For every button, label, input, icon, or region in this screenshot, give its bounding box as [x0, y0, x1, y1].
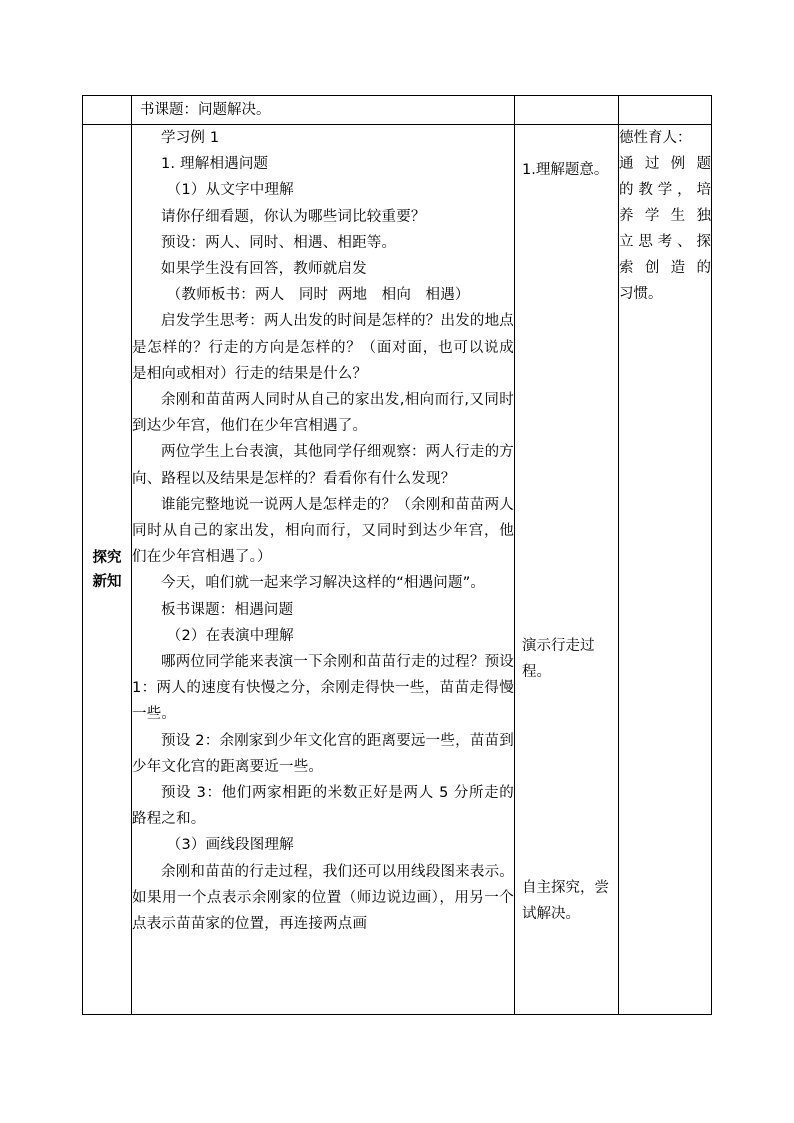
paragraph: 余刚和苗苗的行走过程，我们还可以用线段图来表示。如果用一个点表示余刚家的位置（师边说边画），用另一个点表示苗苗家的位置，再连接两点画: [132, 863, 514, 933]
stage-label-line: 新知: [92, 573, 122, 590]
paragraph: 请你仔细看题，你认为哪些词比较重要？: [161, 208, 426, 225]
activity-cell-empty: [515, 96, 619, 125]
paragraph: （2）在表演中理解: [166, 627, 294, 644]
moral-line: 习惯。: [619, 286, 663, 302]
paragraph: 谁能完整地说一说两人是怎样走的？（余刚和苗苗两人同时从自己的家出发，相向而行，又同时到达少年宫，他们在少年宫相遇了。）: [132, 496, 514, 566]
paragraph: 预设：两人、同时、相遇、相距等。: [161, 234, 397, 251]
content-line: 书课题：问题解决。: [140, 102, 271, 118]
table-row: [83, 96, 712, 125]
paragraph: 1. 理解相遇问题: [161, 156, 269, 173]
content-cell: [132, 96, 515, 125]
paragraph: 预设 2：余刚家到少年文化宫的距离要远一些，苗苗到少年文化宫的距离要近一些。: [132, 732, 514, 775]
paragraph: 哪两位同学能来表演一下余刚和苗苗行走的过程？预设 1：两人的速度有快慢之分，余刚走得快一些，苗苗走得慢一些。: [132, 654, 514, 723]
student-activity-cell: [515, 125, 619, 1015]
moral-line: 的教学，培: [619, 182, 711, 198]
stage-label-line: 探究: [92, 549, 122, 566]
paragraph: 如果学生没有回答，教师就启发: [161, 261, 367, 278]
paragraph: （3）画线段图理解: [166, 837, 294, 854]
paragraph: 两位学生上台表演，其他同学仔细观察：两人行走的方向、路程以及结果是怎样的？看看你有什么发现？: [132, 444, 514, 487]
paragraph: （教师板书：两人 同时 两地 相向 相遇）: [166, 287, 470, 304]
moral-cell-empty: [619, 96, 712, 125]
activity-note: 演示行走过程。: [522, 638, 595, 680]
lesson-plan-table: [82, 95, 712, 1015]
paragraph: （1）从文字中理解: [166, 182, 294, 199]
activity-note: 自主探究，尝试解决。: [522, 880, 609, 922]
stage-cell: [83, 125, 132, 1015]
moral-line: 通过例题: [619, 156, 711, 172]
moral-education-cell: [619, 125, 712, 1015]
moral-line: 立思考、探: [619, 234, 711, 250]
table-row: [83, 125, 712, 1015]
teaching-process-cell: [132, 125, 515, 1015]
paragraph: 余刚和苗苗两人同时从自己的家出发,相向而行,又同时到达少年宫，他们在少年宫相遇了。: [132, 392, 514, 435]
moral-line: 索创造的: [619, 260, 711, 276]
moral-line: 养学生独: [619, 208, 711, 224]
moral-line: 德性育人：: [619, 130, 692, 146]
paragraph: 今天，咱们就一起来学习解决这样的“相遇问题”。: [161, 575, 486, 592]
activity-note: 1.理解题意。: [522, 162, 609, 178]
paragraph: 启发学生思考：两人出发的时间是怎样的？出发的地点是怎样的？行走的方向是怎样的？（面对面，也可以说成是相向或相对）行走的结果是什么？: [132, 313, 514, 382]
paragraph: 预设 3：他们两家相距的米数正好是两人 5 分所走的路程之和。: [132, 785, 514, 828]
stage-cell-empty: [83, 96, 132, 125]
paragraph: 学习例 1: [161, 130, 220, 146]
paragraph: 板书课题：相遇问题: [161, 601, 294, 618]
